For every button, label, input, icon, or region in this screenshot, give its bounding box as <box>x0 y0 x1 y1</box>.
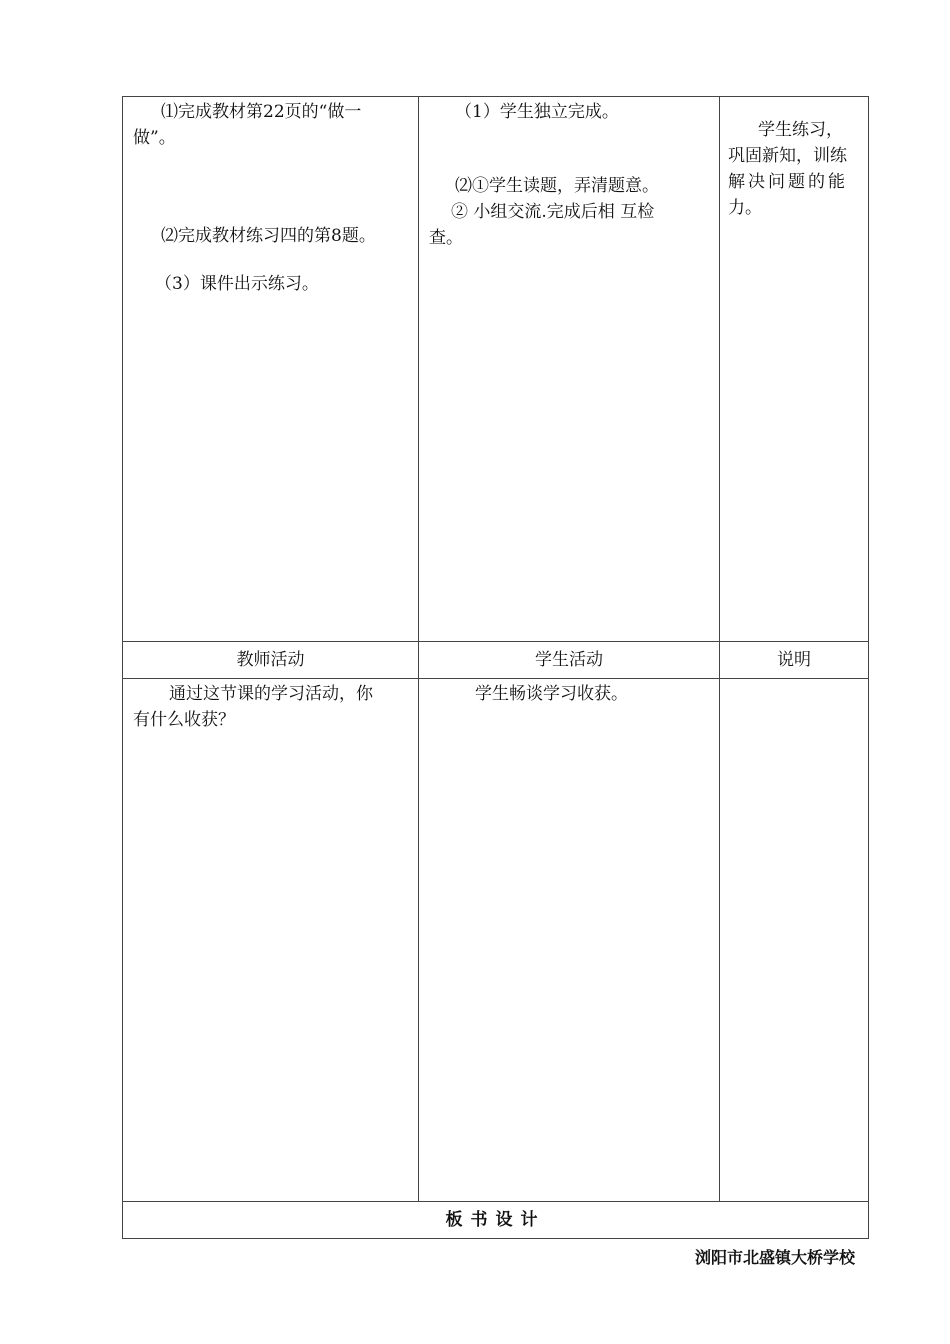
note-line-3: 解决问题的能 <box>728 172 848 192</box>
note-line-2: 巩固新知，训练 <box>728 146 847 166</box>
note-line-4: 力。 <box>728 198 762 218</box>
student-item-2: ⑵①学生读题，弄清题意。 <box>455 176 659 196</box>
practice-note-cell <box>720 97 868 641</box>
header-note: 说明 <box>777 650 811 670</box>
header-teacher: 教师活动 <box>123 642 419 678</box>
practice-row <box>123 97 868 642</box>
teacher-item-1-cont: 做”。 <box>133 128 176 148</box>
header-student: 学生活动 <box>419 642 720 678</box>
teacher-item-3: （3）课件出示练习。 <box>155 274 319 294</box>
summary-teacher-line-2: 有什么收获？ <box>133 710 235 730</box>
summary-student-text: 学生畅谈学习收获。 <box>475 684 628 704</box>
student-item-2-c: 查。 <box>429 228 463 248</box>
student-item-2-b: ② 小组交流.完成后相 互检 <box>451 202 655 222</box>
summary-student-cell <box>419 679 720 1201</box>
summary-teacher-cell <box>123 679 419 1201</box>
lesson-table <box>122 96 869 1239</box>
practice-student-cell <box>419 97 720 641</box>
school-name: 浏阳市北盛镇大桥学校 <box>694 1248 855 1267</box>
header-row <box>123 642 868 679</box>
teacher-item-1: ⑴完成教材第22页的“做一 <box>161 102 362 122</box>
student-item-1: （1）学生独立完成。 <box>455 102 619 122</box>
board-design-title: 板书设计 <box>445 1210 546 1230</box>
teacher-item-2: ⑵完成教材练习四的第8题。 <box>161 226 376 246</box>
board-row <box>123 1202 868 1238</box>
summary-row <box>123 679 868 1202</box>
practice-teacher-cell <box>123 97 419 641</box>
note-line-1: 学生练习， <box>758 120 843 140</box>
summary-teacher-line-1: 通过这节课的学习活动，你 <box>169 684 373 704</box>
summary-note-cell <box>720 679 868 1201</box>
